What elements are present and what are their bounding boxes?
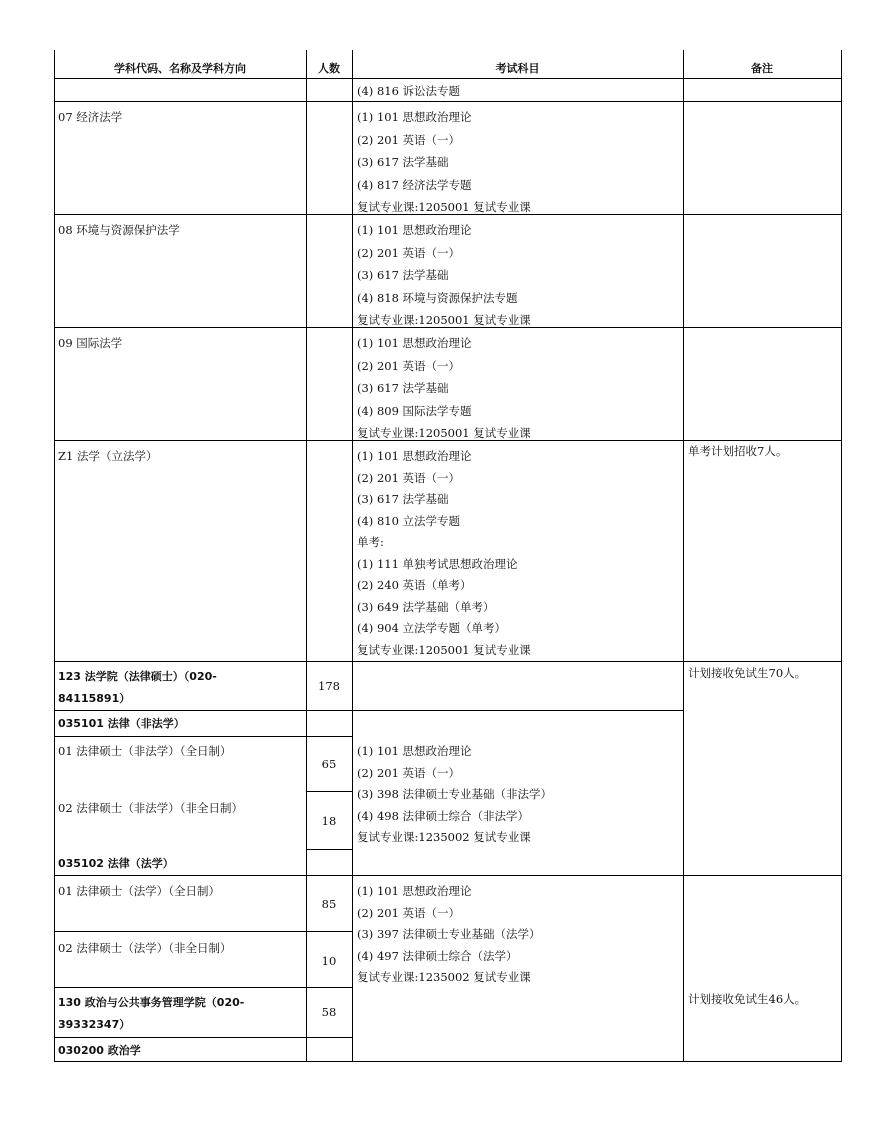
row-divider bbox=[54, 736, 353, 737]
table-border-bottom bbox=[54, 1061, 842, 1062]
enrollment-count: 85 bbox=[321, 897, 337, 911]
direction-name: Z1 法学（立法学） bbox=[58, 449, 158, 463]
exam-line: (2) 201 英语（一） bbox=[357, 765, 461, 780]
exam-line: (3) 617 法学基础 bbox=[357, 381, 449, 395]
enrollment-count: 18 bbox=[321, 814, 337, 828]
exam-line: (4) 817 经济法学专题 bbox=[357, 177, 472, 192]
enrollment-count: 10 bbox=[321, 954, 337, 968]
major-name: 030200 政治学 bbox=[58, 1044, 141, 1057]
row-divider bbox=[54, 78, 842, 79]
exam-line: (3) 617 法学基础 bbox=[357, 268, 449, 282]
header-count: 人数 bbox=[318, 62, 340, 75]
direction-name: 01 法律硕士（非法学）（全日制） bbox=[58, 744, 232, 758]
note-text: 计划接收免试生70人。 bbox=[688, 666, 807, 680]
note-text: 计划接收免试生46人。 bbox=[688, 992, 807, 1006]
header-subject: 学科代码、名称及学科方向 bbox=[114, 62, 246, 75]
enrollment-count: 58 bbox=[321, 1005, 337, 1019]
exam-line: (2) 201 英语（一） bbox=[357, 470, 461, 485]
department-name: 123 法学院（法律硕士）（020- bbox=[58, 670, 217, 683]
exam-line: 复试专业课:1235002 复试专业课 bbox=[357, 970, 531, 984]
row-divider bbox=[54, 1037, 353, 1038]
row-divider bbox=[54, 931, 353, 932]
exam-line: 复试专业课:1205001 复试专业课 bbox=[357, 426, 531, 440]
major-name: 035102 法律（法学） bbox=[58, 857, 174, 870]
table-border-col4 bbox=[683, 50, 684, 1062]
exam-line: (1) 101 思想政治理论 bbox=[357, 336, 472, 350]
exam-line: (3) 617 法学基础 bbox=[357, 155, 449, 169]
exam-line: 复试专业课:1205001 复试专业课 bbox=[357, 200, 531, 214]
exam-list bbox=[357, 223, 531, 336]
direction-name: 09 国际法学 bbox=[58, 336, 123, 350]
note-text: 单考计划招收7人。 bbox=[688, 444, 788, 458]
department-phone: 84115891） bbox=[58, 692, 131, 705]
exam-line: (4) 497 法律硕士综合（法学） bbox=[357, 948, 518, 963]
exam-list bbox=[357, 336, 531, 449]
exam-line: (4) 810 立法学专题 bbox=[357, 513, 461, 528]
exam-line: (4) 818 环境与资源保护法专题 bbox=[357, 290, 518, 305]
exam-line: (4) 809 国际法学专题 bbox=[357, 403, 472, 418]
exam-line: (1) 101 思想政治理论 bbox=[357, 884, 472, 898]
direction-name: 02 法律硕士（法学）（非全日制） bbox=[58, 941, 232, 955]
direction-name: 01 法律硕士（法学）（全日制） bbox=[58, 884, 221, 898]
major-name: 035101 法律（非法学） bbox=[58, 717, 185, 730]
header-note: 备注 bbox=[751, 62, 773, 75]
direction-name: 02 法律硕士（非法学）（非全日制） bbox=[58, 801, 244, 815]
exam-line: (1) 101 思想政治理论 bbox=[357, 110, 472, 124]
exam-list bbox=[357, 110, 531, 223]
row-divider bbox=[306, 849, 353, 850]
exam-line: 复试专业课:1235002 复试专业课 bbox=[357, 830, 531, 844]
exam-line: (1) 101 思想政治理论 bbox=[357, 223, 472, 237]
department-phone: 39332347） bbox=[58, 1018, 131, 1031]
exam-line: (3) 617 法学基础 bbox=[357, 492, 449, 506]
row-divider bbox=[54, 710, 683, 711]
exam-line: (3) 397 法律硕士专业基础（法学） bbox=[357, 927, 541, 941]
direction-name: 07 经济法学 bbox=[58, 110, 123, 124]
exam-list bbox=[357, 744, 552, 852]
exam-line: (4) 498 法律硕士综合（非法学） bbox=[357, 808, 530, 823]
header-exam: 考试科目 bbox=[495, 62, 540, 75]
exam-line: (2) 201 英语（一） bbox=[357, 132, 461, 147]
enrollment-count: 65 bbox=[321, 757, 337, 771]
exam-line: (2) 201 英语（一） bbox=[357, 905, 461, 920]
exam-line: (3) 398 法律硕士专业基础（非法学） bbox=[357, 787, 553, 801]
direction-name: 08 环境与资源保护法学 bbox=[58, 223, 180, 237]
exam-line: 复试专业课:1205001 复试专业课 bbox=[357, 313, 531, 327]
exam-line: (1) 101 思想政治理论 bbox=[357, 449, 472, 463]
table-border-left bbox=[54, 50, 55, 1062]
exam-line: (4) 904 立法学专题（单考） bbox=[357, 621, 507, 635]
exam-line: 复试专业课:1205001 复试专业课 bbox=[357, 642, 531, 657]
exam-list bbox=[357, 884, 541, 992]
exam-list bbox=[357, 449, 531, 664]
exam-line: (2) 201 英语（一） bbox=[357, 245, 461, 260]
row-divider bbox=[306, 791, 353, 792]
exam-line: (1) 111 单独考试思想政治理论 bbox=[357, 556, 518, 571]
table-border-col3 bbox=[352, 50, 353, 1062]
exam-line: (4) 816 诉讼法专题 bbox=[357, 84, 461, 98]
exam-line: (2) 240 英语（单考） bbox=[357, 578, 472, 592]
row-divider bbox=[54, 987, 353, 988]
exam-line: (2) 201 英语（一） bbox=[357, 358, 461, 373]
exam-line: (3) 649 法学基础（单考） bbox=[357, 599, 495, 614]
department-name: 130 政治与公共事务管理学院（020- bbox=[58, 996, 245, 1009]
table-border-right bbox=[841, 50, 842, 1062]
row-divider bbox=[54, 875, 842, 876]
exam-line: (1) 101 思想政治理论 bbox=[357, 744, 472, 758]
row-divider bbox=[54, 101, 842, 102]
exam-line: 单考: bbox=[357, 535, 384, 549]
enrollment-count: 178 bbox=[318, 679, 340, 693]
